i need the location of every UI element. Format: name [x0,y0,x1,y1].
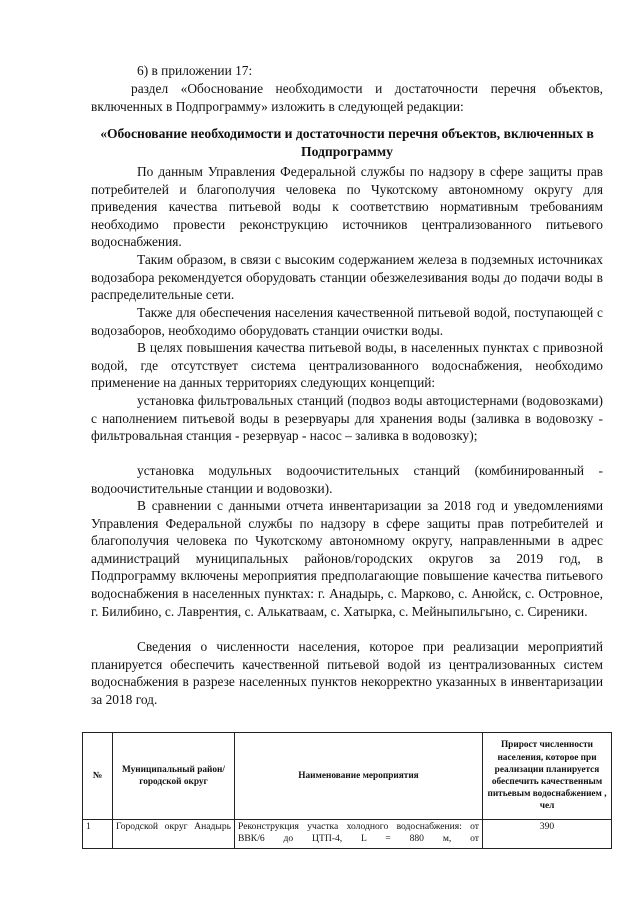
section-line: раздел «Обоснование необходимости и достаточности перечня объектов, включенных в Подпрограмму» изложить в следующей редакции: [91,81,603,114]
cell-growth [483,820,612,849]
paragraph-1: По данным Управления Федеральной службы по надзору в сфере защиты прав потребителей и благополучия человека по Чукотскому автономному округу для приведения качества питьевой воды к соответствию нормативным требованиям необходимо провести реконструкцию источников централизованного питьевого водоснабжения. [91,164,603,250]
cell-growth-text: 390 [539,821,555,832]
paragraph-8: Сведения о численности населения, которое при реализации мероприятий планируется обеспечить качественной питьевой водой из централизованных систем водоснабжения в разрезе населенных пунктов некорректно указанных в инвентаризации за 2018 год. [91,639,603,707]
cell-district [113,820,235,849]
intro-line: 6) в приложении 17: [137,63,253,78]
table-header-row [83,733,612,820]
header-growth: Прирост численности населения, которое при реализации планируется обеспечить качественным питьевым водоснабжением , чел [483,733,612,820]
paragraph-5: установка фильтровальных станций (подвоз воды автоцистернами (водовозками) с наполнением питьевой воды в резервуары для хранения воды (заливка в водовозку - фильтровальная станция - резервуар - насос – заливка в водовозку); [91,393,603,444]
population-table [82,732,612,849]
header-district: Муниципальный район/городской округ [113,733,235,820]
header-num: № [83,733,113,820]
cell-district-text: Городской округ Анадырь [116,821,231,832]
header-measure: Наименование мероприятия [235,733,483,820]
paragraph-7: В сравнении с данными отчета инвентаризации за 2018 год и уведомлениями Управления Федеральной службы по надзору в сфере защиты прав потребителей и благополучия человека по Чукотскому автономному округу, направленными в адрес администраций муниципальных районов/городских округов за 2019 год, в Подпрограмму включены мероприятия предполагающие повышение качества питьевого водоснабжения в населенных пунктах: г. Анадырь, с. Марково, с. Анюйск, с. Островное, г. Билибино, с. Лаврентия, с. Алькатваам, с. Хатырка, с. Мейныпильгыно, с. Сиреники. [91,498,603,619]
table-row [83,820,612,849]
paragraph-2: Таким образом, в связи с высоким содержанием железа в подземных источниках водозабора рекомендуется оборудовать станции обезжелезивания воды до подачи воды в распределительные сети. [91,252,603,303]
paragraph-6: установка модульных водоочистительных станций (комбинированный - водоочистительные станции и водовозки). [91,463,603,496]
cell-num [83,820,113,849]
cell-num-text: 1 [86,821,91,832]
paragraph-3: Также для обеспечения населения качественной питьевой водой, поступающей с водозаборов, необходимо оборудовать станции очистки воды. [91,305,603,338]
cell-measure [235,820,483,849]
section-heading: «Обоснование необходимости и достаточности перечня объектов, включенных в Подпрограмму [100,126,594,159]
cell-measure-text: Реконструкция участка холодного водоснабжения: от ВВК/6 до ЦТП-4, L = 880 м, от [238,821,479,845]
paragraph-4: В целях повышения качества питьевой воды, в населенных пунктах с привозной водой, где отсутствует система централизованного водоснабжения, необходимо применение на данных территориях следующих концепций: [91,340,603,391]
